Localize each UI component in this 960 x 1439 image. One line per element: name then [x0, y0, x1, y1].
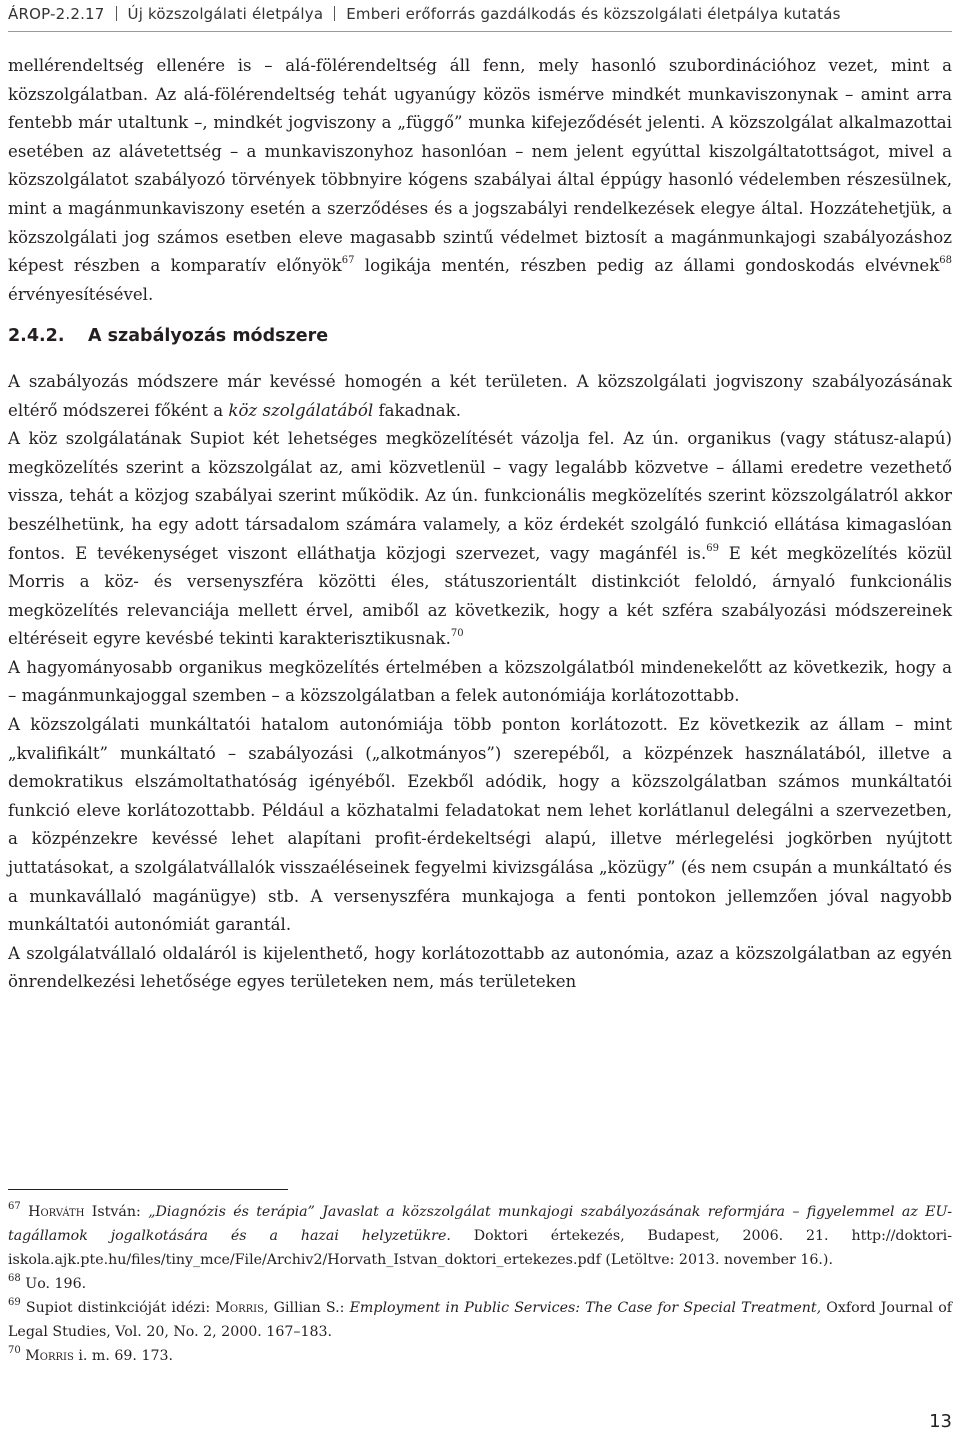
footnote-number: 69: [8, 1297, 21, 1308]
paragraph-2-text-b: fakadnak.: [373, 400, 462, 420]
paragraph-6: A szolgálatvállaló oldaláról is kijelenthető, hogy korlátozottabb az autonómia, azaz a közszolgálatban az egyén önrendelkezési lehetősége egyes területeken nem, más területeken: [8, 943, 952, 992]
main-text: [8, 52, 952, 997]
footnote-number: 67: [8, 1201, 21, 1212]
header-rule: [8, 31, 952, 32]
footnote-69: [8, 1296, 952, 1344]
section-title: A szabályozás módszere: [88, 326, 329, 347]
page-number: 13: [929, 1411, 952, 1432]
footnote-number: 70: [8, 1345, 21, 1356]
paragraph-2: [8, 368, 952, 425]
footnote-text: i. m. 69. 173.: [73, 1348, 174, 1364]
paragraph-1-text-a: mellérendeltség ellenére is – alá-fölérendeltség áll fenn, mely hasonló szubordinációhoz vezet, mint a közszolgálatban. Az alá-fölérendeltség tehát ugyanúgy közös ismérve mindkét munkaviszonynak – amint arra fentebb már utaltunk –, mindkét jogviszony a „függő” munka kifejeződését jelenti. A közszolgálat alkalmazottai esetében az alávetettség – a munkaviszonyhoz hasonlóan – nem jelent egyúttal kiszolgáltatottságot, mivel a közszolgálatot szabályozó törvények többnyire kógens szabályai által éppúgy hasonló védelemben részesülnek, mint a magánmunkaviszony esetén a szerződéses és a jogszabályi rendelkezések elegye által. Hozzátehetjük, a közszolgálati jog számos esetben eleve magasabb szintű védelmet biztosít a magánmunkajogi szabályozáshoz képest részben a komparatív előnyök: [8, 56, 952, 276]
footnote-rule: [8, 1189, 288, 1190]
footnote-text: Oxford Journal of Legal Studies, Vol. 20, No. 2, 2000. 167–183.: [8, 1300, 952, 1340]
footnote-ref-69[interactable]: 69: [706, 542, 719, 554]
footnotes: [8, 1200, 952, 1368]
footnote-ref-68[interactable]: 68: [939, 255, 952, 267]
header-separator: [334, 6, 335, 21]
section-number: 2.4.2.: [8, 326, 65, 347]
section-heading: [8, 322, 952, 351]
footnote-text: Supiot distinkcióját idézi:: [20, 1300, 216, 1316]
footnote-text: István:: [84, 1204, 149, 1220]
paragraph-2-text-a: A szabályozás módszere már kevéssé homogén a két területen. A közszolgálati jogviszony szabályozásának eltérő módszerei főként a: [8, 371, 952, 420]
paragraph-4: A hagyományosabb organikus megközelítés értelmében a közszolgálatból mindenekelőtt az következik, hogy a – magánmunkajoggal szemben – a közszolgálatban a felek autonómiája korlátozottabb.: [8, 657, 952, 706]
paragraph-1: [8, 52, 952, 309]
project-code: ÁROP-2.2.17: [8, 5, 105, 23]
header-title-1: Új közszolgálati életpálya: [127, 5, 324, 23]
paragraph-2-italic: köz szolgálatából: [228, 400, 374, 420]
footnote-68: [8, 1272, 952, 1296]
footnote-number: 68: [8, 1273, 21, 1284]
cited-title: Employment in Public Services: The Case for Special Treatment,: [349, 1300, 822, 1316]
paragraph-3-text-a: A köz szolgálatának Supiot két lehetséges megközelítését vázolja fel. Az ún. organikus (vagy státusz-alapú) megközelítés szerint a közszolgálat az, ami közvetlenül – vagy legalább közvetve – állami eredetre vezethető vissza, tehát a közjog szabályai szerint működik. Az ún. funkcionális megközelítés szerint közszolgálatról akkor beszélhetünk, ha egy adott társadalom számára valamely, a köz érdekét szolgáló funkció ellátása kimagaslóan fontos. E tevékenységet viszont elláthatja közjogi szervezet, vagy magánfél is.: [8, 429, 952, 563]
footnote-ref-67[interactable]: 67: [341, 255, 355, 267]
paragraph-1-text-c: érvényesítésével.: [8, 284, 154, 304]
header-separator: [116, 6, 117, 21]
paragraph-3-text-b: E két megközelítés közül Morris a köz- és versenyszféra közötti éles, státuszorientált distinkciót feloldó, árnyaló funkcionális megközelítés relevanciája mellett érvel, amiből az következik, hogy a két szféra szabályozási módszereinek eltéréseit egyre kevésbé tekinti karakterisztikusnak.: [8, 543, 952, 649]
author-name: Morris: [25, 1348, 74, 1364]
footnote-70: [8, 1344, 952, 1368]
author-name: Horváth: [28, 1204, 85, 1220]
cited-title: „Diagnózis és terápia” Javaslat a közszolgálat munkajogi szabályozásának reformjára – figyelemmel az EU-tagállamok jogalkotására és a hazai helyzetükre.: [8, 1204, 952, 1244]
footnote-text: , Gillian S.:: [263, 1300, 350, 1316]
running-header: [8, 5, 841, 23]
footnote-text: Doktori értekezés, Budapest, 2006. 21. http://doktori-iskola.ajk.pte.hu/files/tiny_mce/File/Archiv2/Horvath_Istvan_doktori_ertekezes.pdf (Letöltve: 2013. november 16.).: [8, 1228, 952, 1268]
author-name: Morris: [215, 1300, 264, 1316]
footnote-text: Uo. 196.: [20, 1276, 87, 1292]
paragraph-3: [8, 425, 952, 654]
paragraph-1-text-b: logikája mentén, részben pedig az állami gondoskodás elvévnek: [354, 256, 940, 276]
header-title-2: Emberi erőforrás gazdálkodás és közszolgálati életpálya kutatás: [346, 5, 841, 23]
footnote-ref-70[interactable]: 70: [450, 628, 464, 640]
paragraph-5: A közszolgálati munkáltatói hatalom autonómiája több ponton korlátozott. Ez következik az állam – mint „kvalifikált” munkáltató – szabályozási („alkotmányos”) szerepéből, a közpénzek használatából, illetve a demokratikus elszámoltathatóság igényéből. Ezekből adódik, hogy a közszolgálatban számos munkáltatói funkció eleve korlátozottabb. Például a közhatalmi feladatokat nem lehet korlátlanul delegálni a szervezetben, a közpénzekre kevéssé lehet alapítani profit-érdekeltségi alapú, illetve mérlegelési jogkörben nyújtott juttatásokat, a szolgálatvállalók visszaéléseinek fegyelmi kivizsgálása „közügy” (és nem csupán a munkáltató és a munkavállaló magánügye) stb. A versenyszféra munkajoga a fenti pontokon jellemzően jóval nagyobb munkáltatói autonómiát garantál.: [8, 715, 952, 935]
footnote-67: [8, 1200, 952, 1272]
